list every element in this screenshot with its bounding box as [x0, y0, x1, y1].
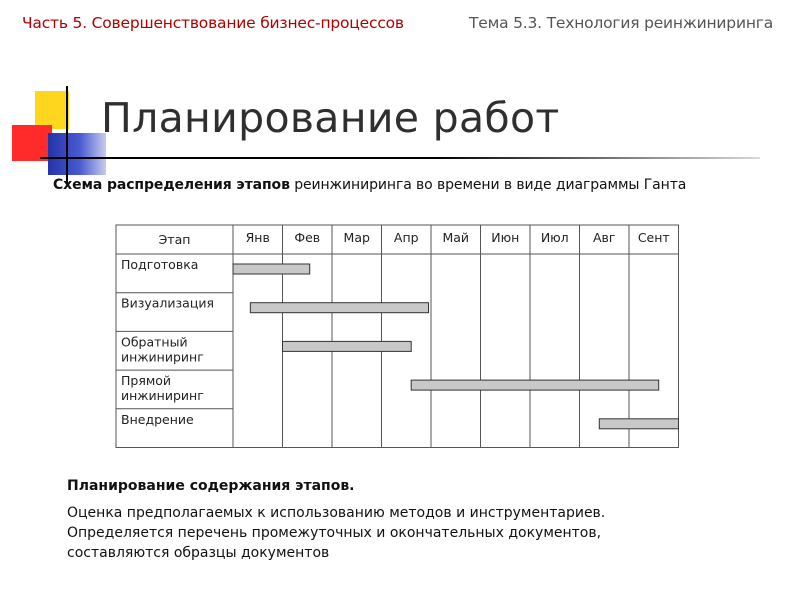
month-label: Мар: [343, 230, 370, 245]
slide-title: Планирование работ: [101, 94, 560, 142]
gantt-bar: [283, 341, 412, 351]
gantt-bar: [233, 264, 310, 274]
part-header: Часть 5. Совершенствование бизнес-процессов: [22, 14, 404, 32]
stage-label: Визуализация: [121, 295, 214, 311]
stage-label: Прямой: [121, 373, 172, 389]
body-line: Оценка предполагаемых к использованию методов и инструментариев.: [67, 505, 606, 521]
caption-rest: реинжиниринга во времени в виде диаграммы Ганта: [289, 177, 687, 193]
stage-label: Подготовка: [121, 257, 199, 272]
month-label: Апр: [393, 230, 419, 245]
month-label: Янв: [245, 230, 270, 245]
month-label: Авг: [593, 230, 616, 245]
body-line: составляются образцы документов: [67, 545, 330, 561]
month-label: Сент: [637, 230, 670, 245]
stage-label: Внедрение: [121, 411, 194, 427]
stage-label: Обратный: [121, 334, 188, 350]
gantt-bar: [411, 380, 659, 390]
gantt-bar: [599, 419, 678, 429]
month-label: Июл: [540, 230, 569, 245]
stage-header: Этап: [158, 232, 191, 247]
topic-header: Тема 5.3. Технология реинжиниринга: [469, 14, 773, 32]
table-border: [116, 225, 679, 448]
caption-bold: Схема распределения этапов: [53, 177, 290, 193]
stage-label: инжиниринг: [121, 388, 204, 404]
body-line: Определяется перечень промежуточных и окончательных документов,: [67, 525, 602, 541]
section-heading: Планирование содержания этапов.: [67, 478, 355, 494]
month-label: Май: [442, 230, 470, 245]
month-label: Июн: [491, 230, 520, 245]
stage-label: инжиниринг: [121, 349, 204, 365]
month-label: Фев: [294, 230, 321, 245]
gantt-bar: [250, 303, 428, 313]
section-body: [67, 503, 687, 563]
